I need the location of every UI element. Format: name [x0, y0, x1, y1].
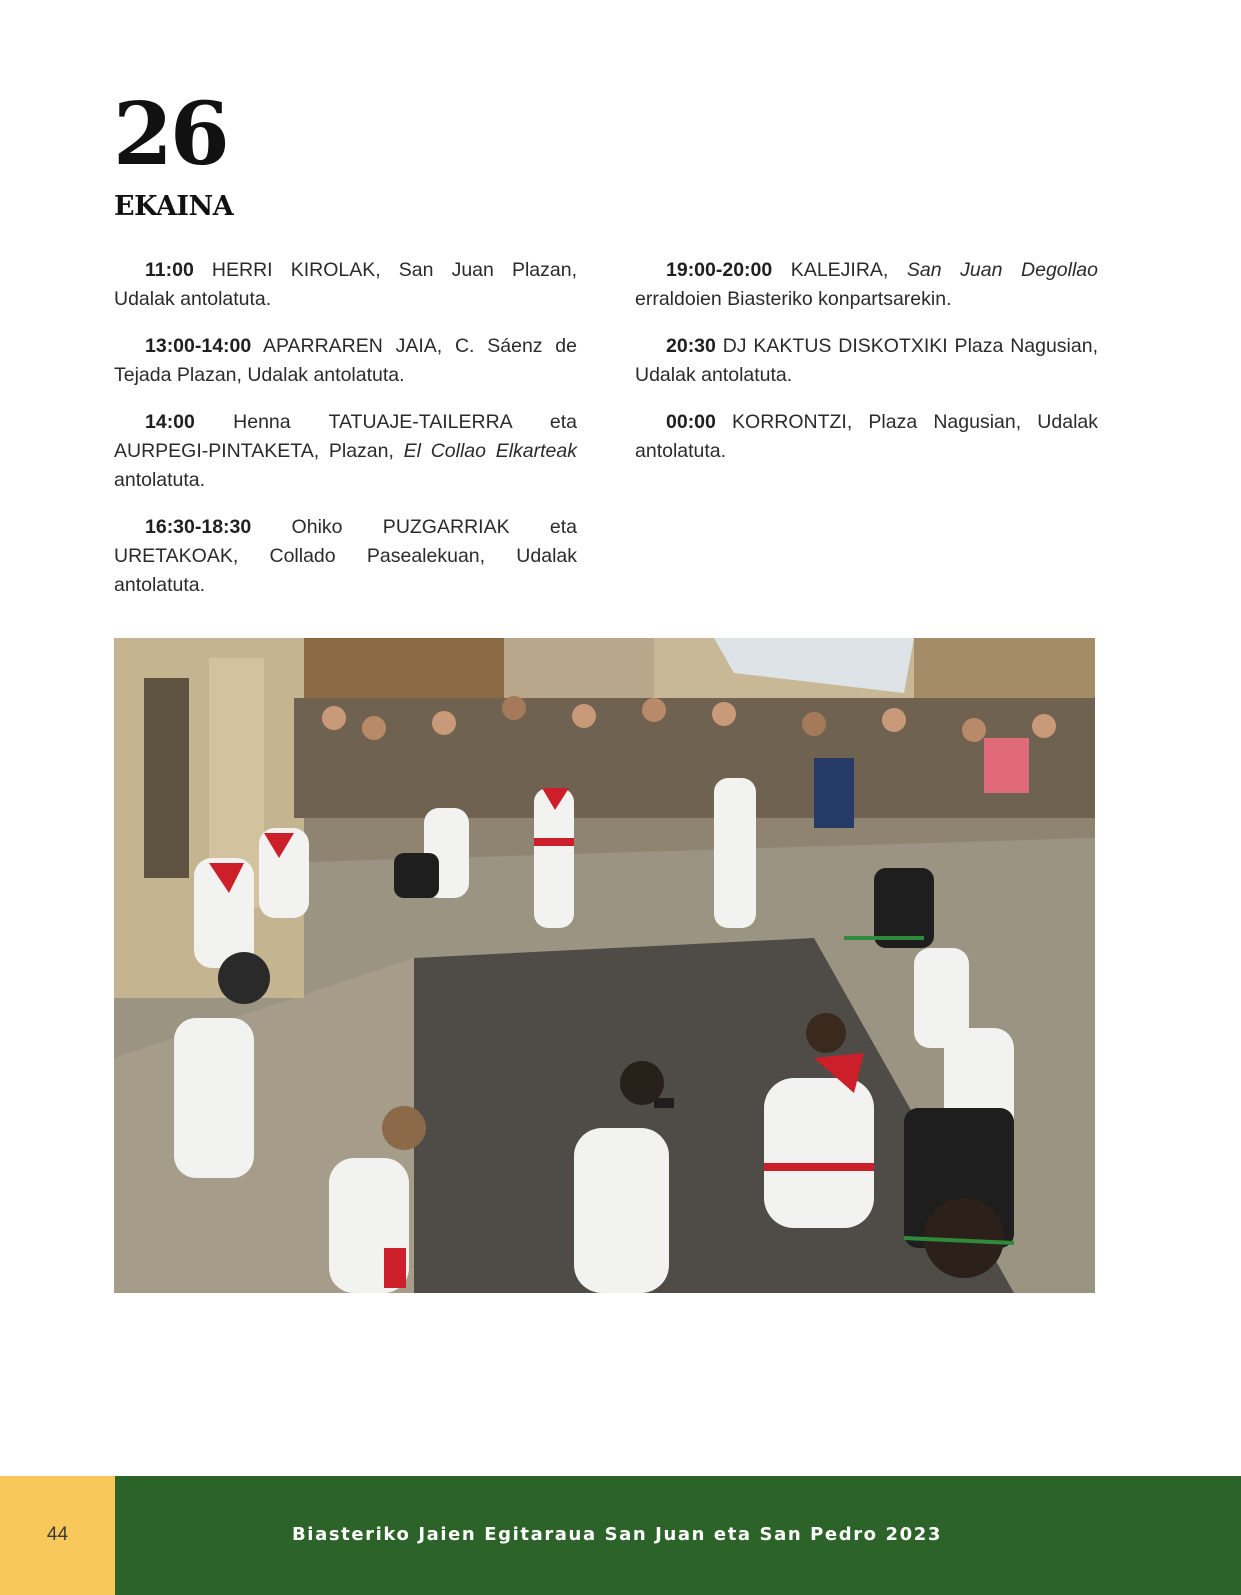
schedule-entry [114, 513, 577, 600]
schedule-entry [635, 408, 1098, 466]
entry-time: 19:00-20:00 [666, 259, 773, 281]
entry-text: KALEJIRA, [772, 259, 907, 281]
entry-text-end: antolatuta. [114, 469, 206, 491]
page-number: 44 [46, 1524, 69, 1545]
entry-text-end: erraldoien Biasteriko konpartsarekin. [635, 288, 952, 310]
festival-photo [114, 638, 1095, 1293]
schedule-entry [114, 408, 577, 495]
entry-time: 16:30-18:30 [145, 516, 252, 538]
schedule-column-right [635, 256, 1098, 484]
footer-title: Biasteriko Jaien Egitaraua San Juan eta San Pedro 2023 [291, 1524, 943, 1545]
entry-text: DJ KAKTUS DISKOTXIKI Plaza Nagusian, Udalak antolatuta. [635, 335, 1098, 386]
entry-text: Ohiko PUZGARRIAK eta URETAKOAK, Collado Pasealekuan, Udalak antolatuta. [114, 516, 577, 596]
entry-text: APARRAREN JAIA, C. Sáenz de Tejada Plazan, Udalak antolatuta. [114, 335, 577, 386]
entry-organizer: El Collao Elkarteak [403, 440, 577, 462]
entry-giants-name: San Juan Degollao [906, 259, 1098, 281]
month-title: EKAINA [114, 191, 234, 222]
day-number: 26 [113, 84, 227, 185]
entry-time: 14:00 [145, 411, 195, 433]
entry-time: 00:00 [666, 411, 716, 433]
schedule-entry [635, 256, 1098, 314]
schedule-entry [114, 256, 577, 314]
entry-time: 13:00-14:00 [145, 335, 252, 357]
entry-text: Henna TATUAJE-TAILERRA eta AURPEGI-PINTAKETA, Plazan, [114, 411, 577, 462]
entry-text: KORRONTZI, Plaza Nagusian, Udalak antolatuta. [635, 411, 1098, 462]
entry-text: HERRI KIROLAK, San Juan Plazan, Udalak antolatuta. [114, 259, 577, 310]
entry-time: 11:00 [145, 259, 194, 281]
schedule-entry [635, 332, 1098, 390]
schedule-entry [114, 332, 577, 390]
schedule-column-left [114, 256, 577, 618]
entry-time: 20:30 [666, 335, 716, 357]
